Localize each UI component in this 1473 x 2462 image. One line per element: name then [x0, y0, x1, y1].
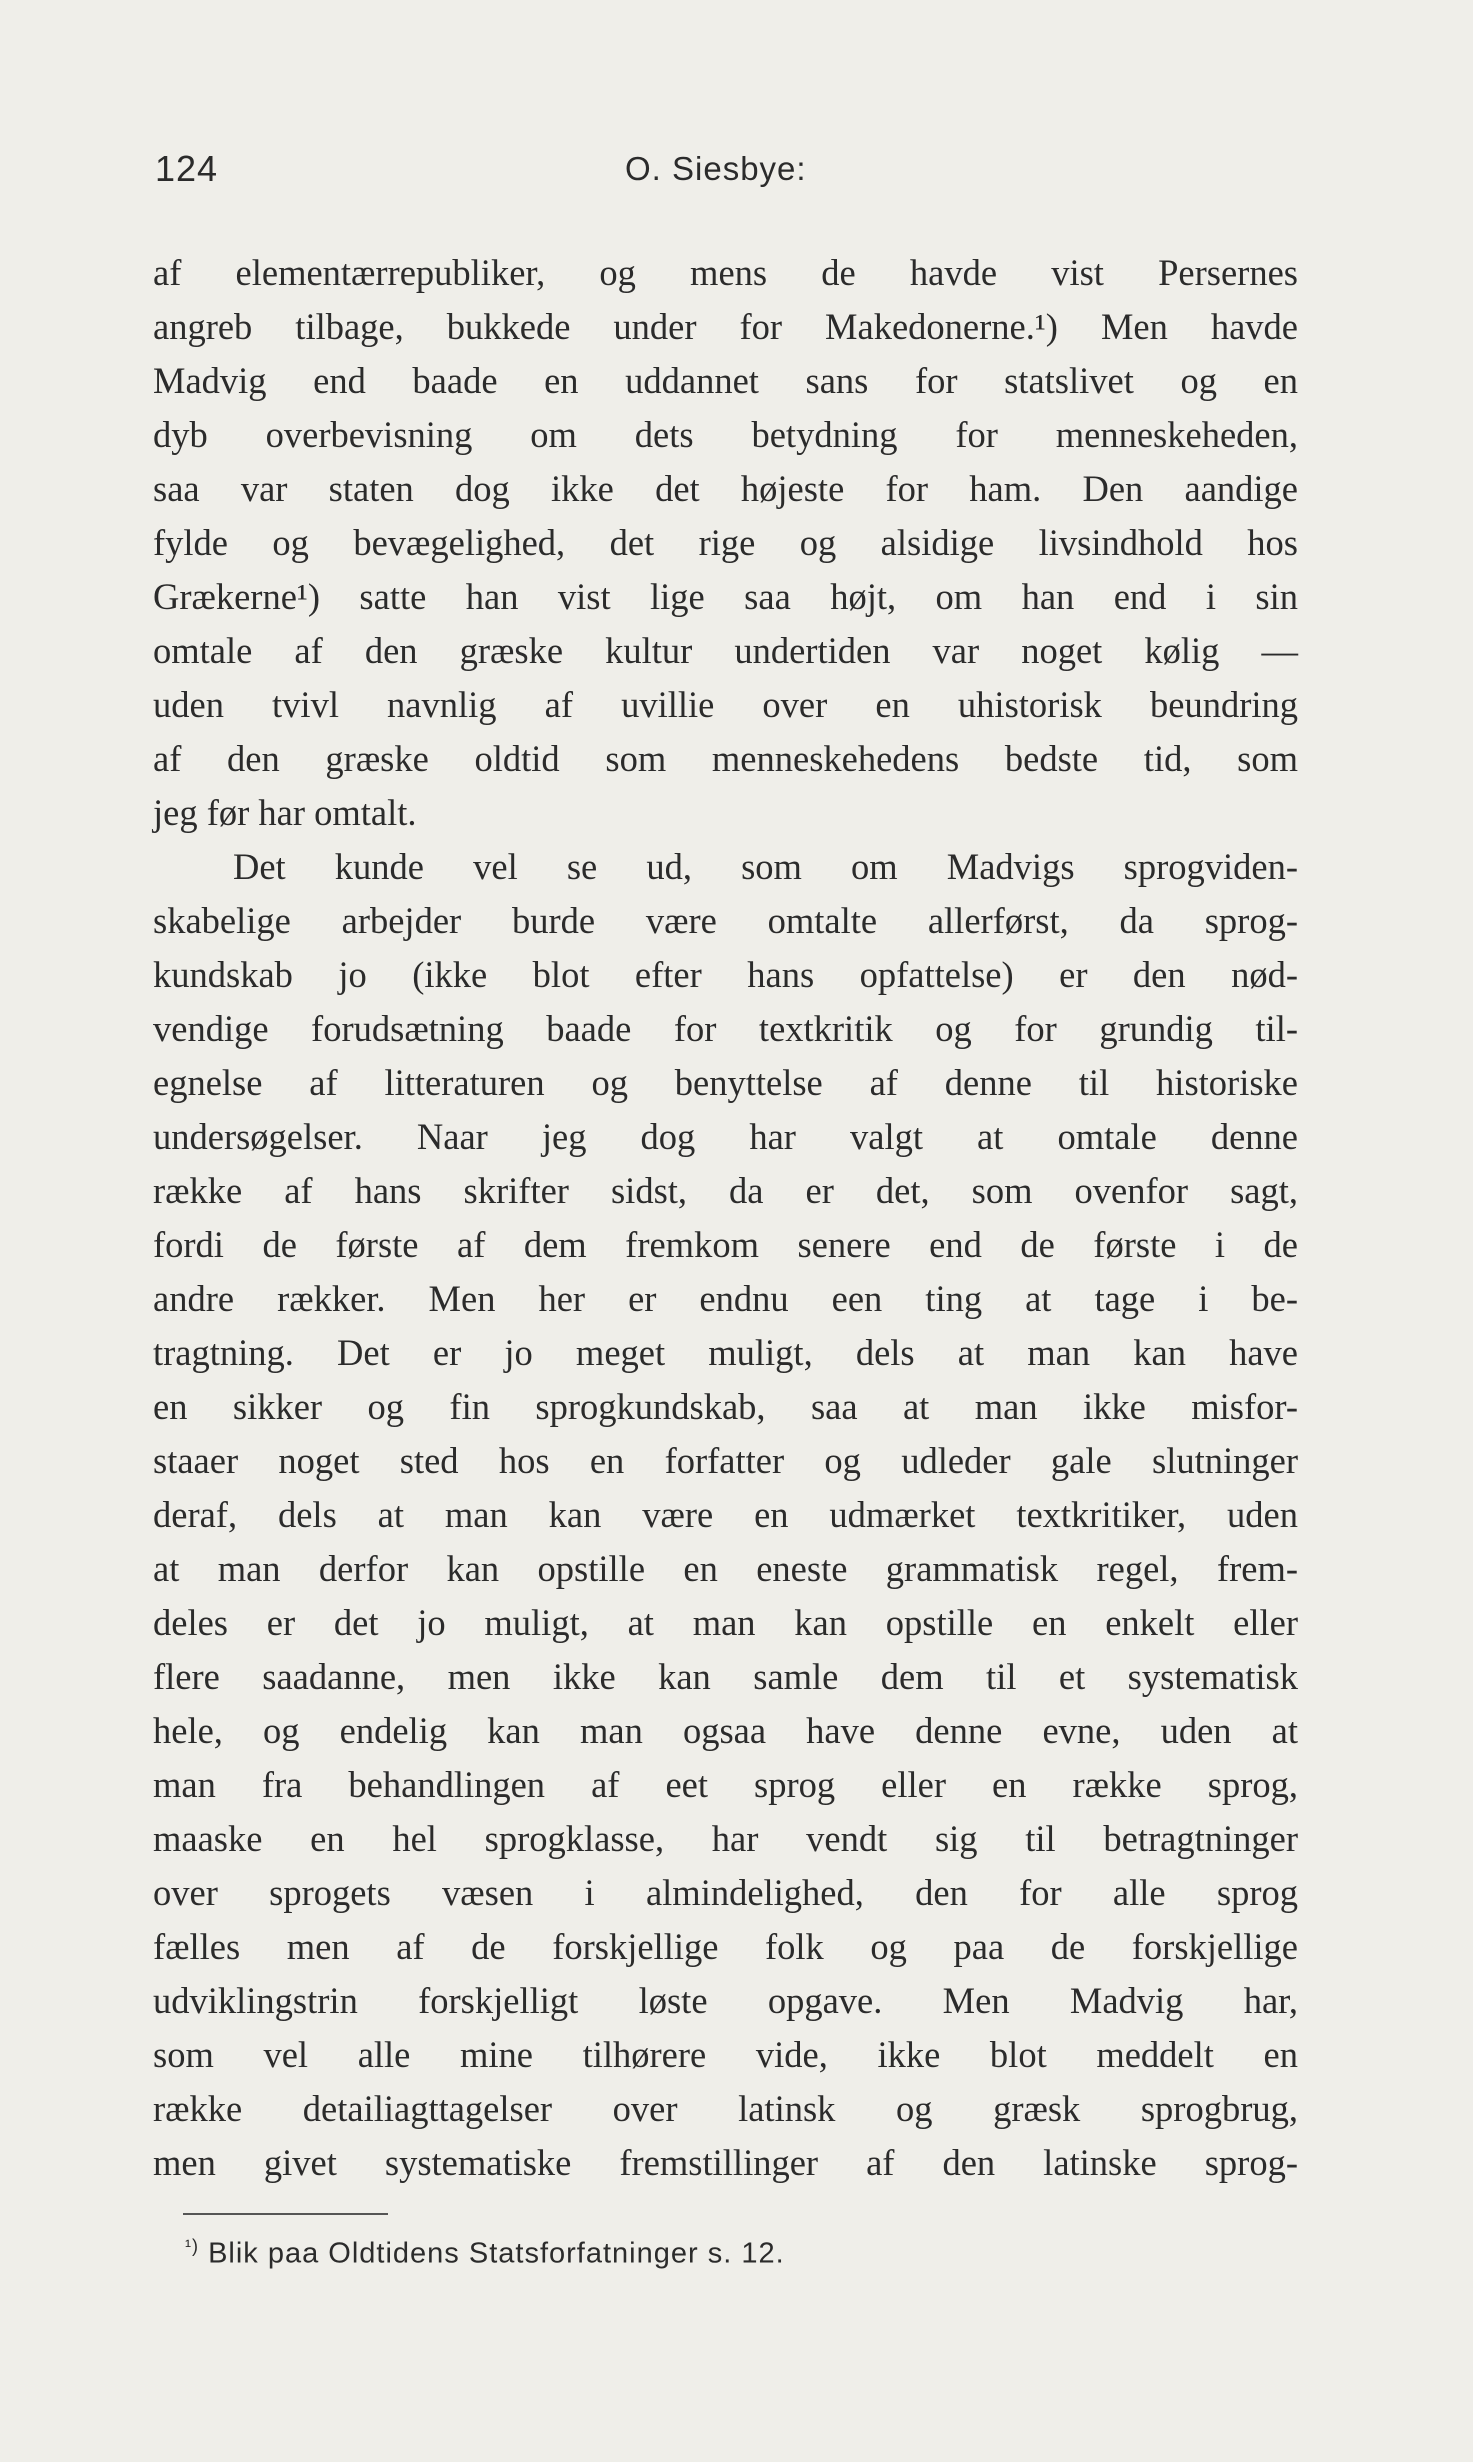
text-line: angreb tilbage, bukkede under for Makedonerne.¹) Men havde: [153, 306, 1298, 347]
text-line: tragtning. Det er jo meget muligt, dels at man kan have: [153, 1332, 1298, 1373]
text-line: at man derfor kan opstille en eneste grammatisk regel, frem-: [153, 1548, 1298, 1589]
footnote: [185, 2236, 785, 2271]
text-line: udviklingstrin forskjelligt løste opgave. Men Madvig har,: [153, 1980, 1298, 2021]
text-line: Madvig end baade en uddannet sans for statslivet og en: [153, 360, 1298, 401]
text-line: undersøgelser. Naar jeg dog har valgt at omtale denne: [153, 1116, 1298, 1157]
text-line: skabelige arbejder burde være omtalte allerførst, da sprog-: [153, 900, 1298, 941]
text-line: fordi de første af dem fremkom senere end de første i de: [153, 1224, 1298, 1265]
text-line: staaer noget sted hos en forfatter og udleder gale slutninger: [153, 1440, 1298, 1481]
text-line: række af hans skrifter sidst, da er det, som ovenfor sagt,: [153, 1170, 1298, 1211]
text-line: kundskab jo (ikke blot efter hans opfattelse) er den nød-: [153, 954, 1298, 995]
running-head-author: O. Siesbye:: [625, 150, 807, 187]
text-line: egnelse af litteraturen og benyttelse af denne til historiske: [153, 1062, 1298, 1103]
text-line: vendige forudsætning baade for textkritik og for grundig til-: [153, 1008, 1298, 1049]
footnote-text: Blik paa Oldtidens Statsforfatninger s. 12.: [208, 2237, 785, 2270]
text-line: fylde og bevægelighed, det rige og alsidige livsindhold hos: [153, 522, 1298, 563]
text-line: som vel alle mine tilhørere vide, ikke blot meddelt en: [153, 2034, 1298, 2075]
footnote-divider: [183, 2213, 388, 2215]
text-line: hele, og endelig kan man ogsaa have denne evne, uden at: [153, 1710, 1298, 1751]
text-line: deraf, dels at man kan være en udmærket textkritiker, uden: [153, 1494, 1298, 1535]
text-line: af elementærrepubliker, og mens de havde vist Persernes: [153, 252, 1298, 293]
text-line: række detailiagttagelser over latinsk og græsk sprogbrug,: [153, 2088, 1298, 2129]
text-line: man fra behandlingen af eet sprog eller en række sprog,: [153, 1764, 1298, 1805]
text-line: over sprogets væsen i almindelighed, den for alle sprog: [153, 1872, 1298, 1913]
text-line: andre rækker. Men her er endnu een ting at tage i be-: [153, 1278, 1298, 1319]
footnote-marker: ¹): [185, 2236, 199, 2256]
body-text: [153, 246, 1298, 2190]
running-head: [150, 148, 1300, 208]
paragraph-start-line: Det kunde vel se ud, som om Madvigs sprogviden-: [233, 846, 1298, 887]
text-line: dyb overbevisning om dets betydning for menneskeheden,: [153, 414, 1298, 455]
text-line: flere saadanne, men ikke kan samle dem til et systematisk: [153, 1656, 1298, 1697]
text-line: maaske en hel sprogklasse, har vendt sig til betragtninger: [153, 1818, 1298, 1859]
text-line: af den græske oldtid som menneskehedens bedste tid, som: [153, 738, 1298, 779]
text-line: omtale af den græske kultur undertiden var noget kølig —: [153, 630, 1298, 671]
text-line: fælles men af de forskjellige folk og paa de forskjellige: [153, 1926, 1298, 1967]
text-line: deles er det jo muligt, at man kan opstille en enkelt eller: [153, 1602, 1298, 1643]
text-line: uden tvivl navnlig af uvillie over en uhistorisk beundring: [153, 684, 1298, 725]
text-line: Grækerne¹) satte han vist lige saa højt, om han end i sin: [153, 576, 1298, 617]
text-line: jeg før har omtalt.: [153, 792, 417, 833]
text-line: saa var staten dog ikke det højeste for ham. Den aandige: [153, 468, 1298, 509]
page-number: 124: [155, 148, 219, 189]
text-line: en sikker og fin sprogkundskab, saa at man ikke misfor-: [153, 1386, 1298, 1427]
text-line: men givet systematiske fremstillinger af den latinske sprog-: [153, 2142, 1298, 2183]
